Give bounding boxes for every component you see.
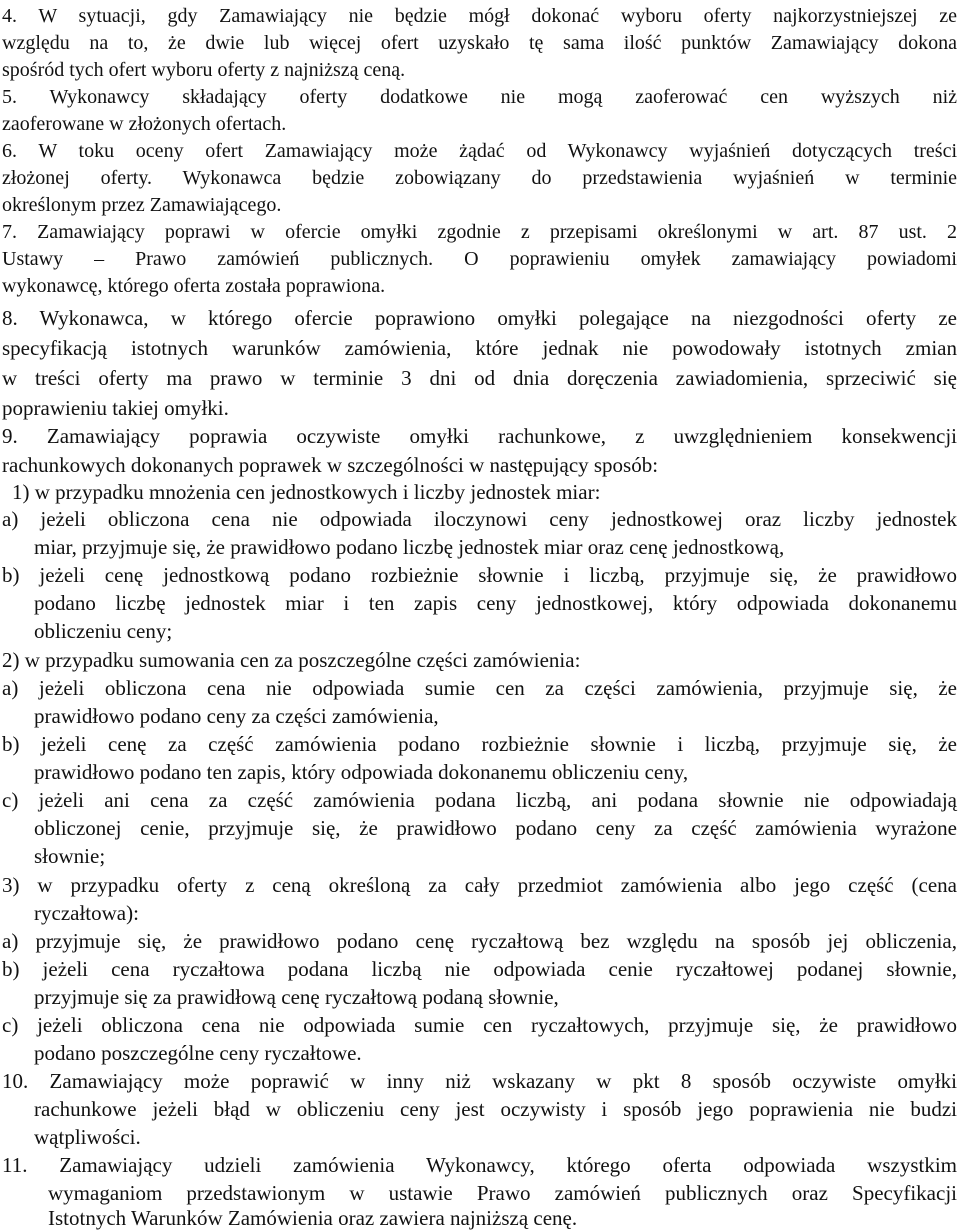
text-line: podano poszczególne ceny ryczałtowe. [34,1041,362,1065]
text-line: 9. Zamawiający poprawia oczywiste omyłki rachunkowe, z uwzględnieniem konsekwencji [2,424,957,448]
text-line: obliczeniu ceny; [34,619,173,643]
text-line: c) jeżeli obliczona cena nie odpowiada sumie cen ryczałtowych, przyjmuje się, że prawidłowo [2,1013,957,1037]
text-line: c) jeżeli ani cena za część zamówienia podana liczbą, ani podana słownie nie odpowiadają [2,788,957,812]
text-line: 5. Wykonawcy składający oferty dodatkowe nie mogą zaoferować cen wyższych niż [2,86,957,108]
text-line: złożonej oferty. Wykonawca będzie zobowiązany do przedstawienia wyjaśnień w terminie [2,167,957,189]
text-line: a) jeżeli obliczona cena nie odpowiada iloczynowi ceny jednostkowej oraz liczby jednostek [2,507,957,531]
text-line: 2) w przypadku sumowania cen za poszczególne części zamówienia: [2,648,581,672]
text-line: słownie; [34,844,106,868]
text-line: b) jeżeli cenę za część zamówienia podano rozbieżnie słownie i liczbą, przyjmuje się, że [2,732,957,756]
text-line: poprawieniu takiej omyłki. [2,396,229,420]
text-line: zaoferowane w złożonych ofertach. [2,113,287,135]
text-line: 4. W sytuacji, gdy Zamawiający nie będzie mógł dokonać wyboru oferty najkorzystniejszej ze [2,5,957,27]
text-line: wątpliwości. [34,1125,141,1149]
text-line: 11. Zamawiający udzieli zamówienia Wykonawcy, którego oferta odpowiada wszystkim [2,1153,957,1177]
text-line: określonym przez Zamawiającego. [2,194,282,216]
text-line: 1) w przypadku mnożenia cen jednostkowych i liczby jednostek miar: [12,480,601,504]
text-line: obliczonej cenie, przyjmuje się, że prawidłowo podano ceny za część zamówienia wyrażone [34,816,957,840]
text-line: spośród tych ofert wyboru oferty z najniższą ceną. [2,59,406,81]
text-line: ryczałtowa): [34,901,139,925]
text-line: a) przyjmuje się, że prawidłowo podano cenę ryczałtową bez względu na sposób jej obliczenia, [2,929,957,953]
text-line: miar, przyjmuje się, że prawidłowo podano liczbę jednostek miar oraz cenę jednostkową, [34,535,785,559]
text-line: 6. W toku oceny ofert Zamawiający może żądać od Wykonawcy wyjaśnień dotyczących treści [2,140,957,162]
text-line: rachunkowe jeżeli błąd w obliczeniu ceny jest oczywisty i sposób jego poprawienia nie budzi [34,1097,957,1121]
text-line: a) jeżeli obliczona cena nie odpowiada sumie cen za części zamówienia, przyjmuje się, że [2,676,957,700]
text-line: względu na to, że dwie lub więcej ofert uzyskało tę sama ilość punktów Zamawiający dokona [2,32,957,54]
text-line: wykonawcę, którego oferta została poprawiona. [2,275,386,297]
text-line: w treści oferty ma prawo w terminie 3 dni od dnia doręczenia zawiadomienia, sprzeciwić się [2,366,957,390]
text-line: 8. Wykonawca, w którego ofercie poprawiono omyłki polegające na niezgodności oferty ze [2,306,957,330]
text-line: prawidłowo podano ten zapis, który odpowiada dokonanemu obliczeniu ceny, [34,760,689,784]
text-line: podano liczbę jednostek miar i ten zapis ceny jednostkowej, który odpowiada dokonanemu [34,591,957,615]
text-line: przyjmuje się za prawidłową cenę ryczałtową podaną słownie, [34,985,559,1009]
text-line: 10. Zamawiający może poprawić w inny niż wskazany w pkt 8 sposób oczywiste omyłki [2,1069,957,1093]
text-line: wymaganiom przedstawionym w ustawie Prawo zamówień publicznych oraz Specyfikacji [48,1181,957,1205]
text-line: Ustawy – Prawo zamówień publicznych. O poprawieniu omyłek zamawiający powiadomi [2,248,957,270]
text-line: b) jeżeli cenę jednostkową podano rozbieżnie słownie i liczbą, przyjmuje się, że prawidłowo [2,563,957,587]
text-line: rachunkowych dokonanych poprawek w szczególności w następujący sposób: [2,453,659,477]
text-line: 7. Zamawiający poprawi w ofercie omyłki zgodnie z przepisami określonymi w art. 87 ust. 2 [2,221,957,243]
text-line: Istotnych Warunków Zamówienia oraz zawiera najniższą cenę. [48,1206,578,1230]
text-line: specyfikacją istotnych warunków zamówienia, które jednak nie powodowały istotnych zmian [2,336,957,360]
text-line: prawidłowo podano ceny za części zamówienia, [34,704,439,728]
text-line: b) jeżeli cena ryczałtowa podana liczbą nie odpowiada cenie ryczałtowej podanej słownie, [2,957,957,981]
text-line: 3) w przypadku oferty z ceną określoną za cały przedmiot zamówienia albo jego część (cena [2,873,957,897]
